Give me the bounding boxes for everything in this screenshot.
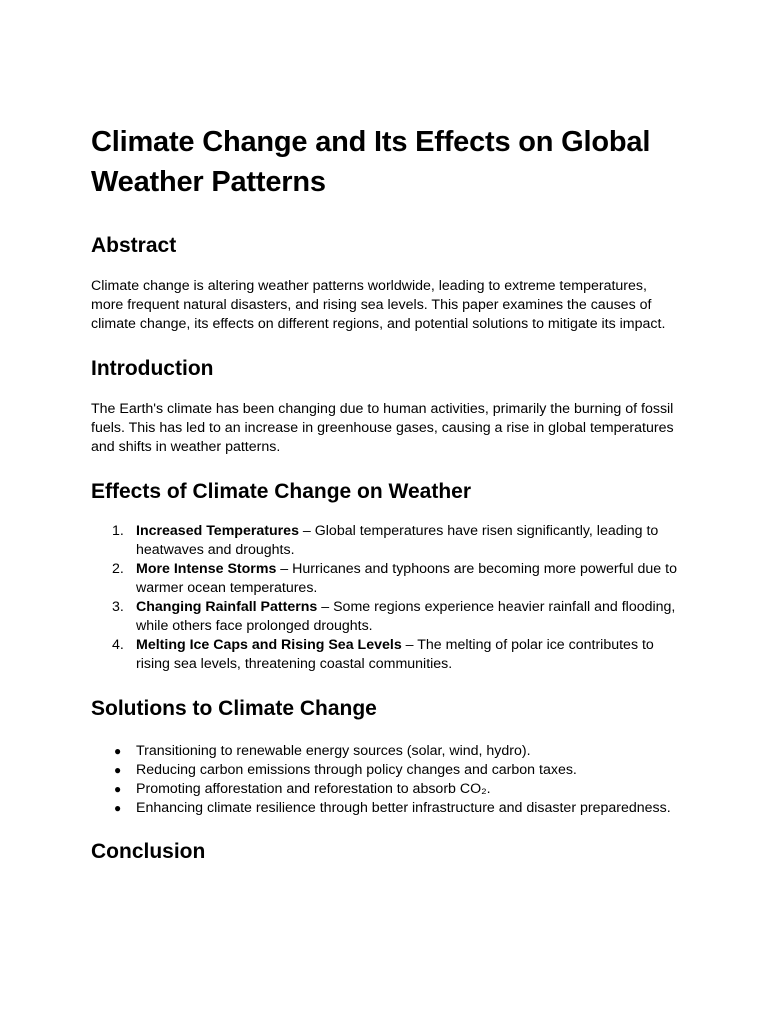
document-page — [91, 122, 681, 866]
solutions-list-item — [91, 742, 681, 761]
effects-heading: Effects of Climate Change on Weather — [91, 480, 472, 503]
introduction-heading: Introduction — [91, 357, 214, 380]
bullet-icon: ● — [114, 801, 122, 815]
solution-text: Reducing carbon emissions through policy changes and carbon taxes. — [136, 762, 577, 778]
conclusion-heading: Conclusion — [91, 840, 206, 863]
list-number: 2. — [112, 561, 124, 577]
effects-list-item — [91, 522, 681, 560]
list-number: 3. — [112, 599, 124, 615]
solution-text: Enhancing climate resilience through better infrastructure and disaster preparedness. — [136, 800, 671, 816]
effect-term: More Intense Storms — [136, 561, 277, 577]
bullet-icon: ● — [114, 763, 122, 777]
solutions-list — [91, 742, 681, 818]
abstract-paragraph: Climate change is altering weather patterns worldwide, leading to extreme temperatures, more frequent natural disasters, and rising sea levels. This paper examines the causes of climate change, its effects on different regions, and potential solutions to mitigate its impact. — [91, 278, 666, 332]
effect-term: Increased Temperatures — [136, 523, 299, 539]
list-number: 1. — [112, 523, 124, 539]
solution-text: Promoting afforestation and reforestation to absorb CO₂. — [136, 781, 491, 797]
solution-text: Transitioning to renewable energy sources (solar, wind, hydro). — [136, 743, 531, 759]
solutions-list-item — [91, 761, 681, 780]
effect-description: – Hurricanes and typhoons are becoming more powerful due to warmer ocean temperatures. — [136, 561, 677, 596]
document-title: Climate Change and Its Effects on Global Weather Patterns — [91, 126, 651, 198]
effect-description: – The melting of polar ice contributes to rising sea levels, threatening coastal communities. — [136, 637, 654, 672]
solutions-list-item — [91, 780, 681, 799]
effect-term: Changing Rainfall Patterns — [136, 599, 318, 615]
effects-list-item — [91, 636, 681, 674]
effect-description: – Some regions experience heavier rainfall and flooding, while others face prolonged droughts. — [136, 599, 676, 634]
list-number: 4. — [112, 637, 124, 653]
bullet-icon: ● — [114, 744, 122, 758]
effect-description: – Global temperatures have risen significantly, leading to heatwaves and droughts. — [136, 523, 659, 558]
solutions-heading: Solutions to Climate Change — [91, 697, 377, 720]
effects-list-item — [91, 598, 681, 636]
bullet-icon: ● — [114, 782, 122, 796]
abstract-heading: Abstract — [91, 234, 177, 257]
effect-term: Melting Ice Caps and Rising Sea Levels — [136, 637, 402, 653]
introduction-paragraph: The Earth's climate has been changing due to human activities, primarily the burning of fossil fuels. This has led to an increase in greenhouse gases, causing a rise in global temperatures and shifts in weather patterns. — [91, 401, 674, 455]
effects-list-item — [91, 560, 681, 598]
solutions-list-item — [91, 799, 681, 818]
effects-list — [91, 522, 681, 674]
